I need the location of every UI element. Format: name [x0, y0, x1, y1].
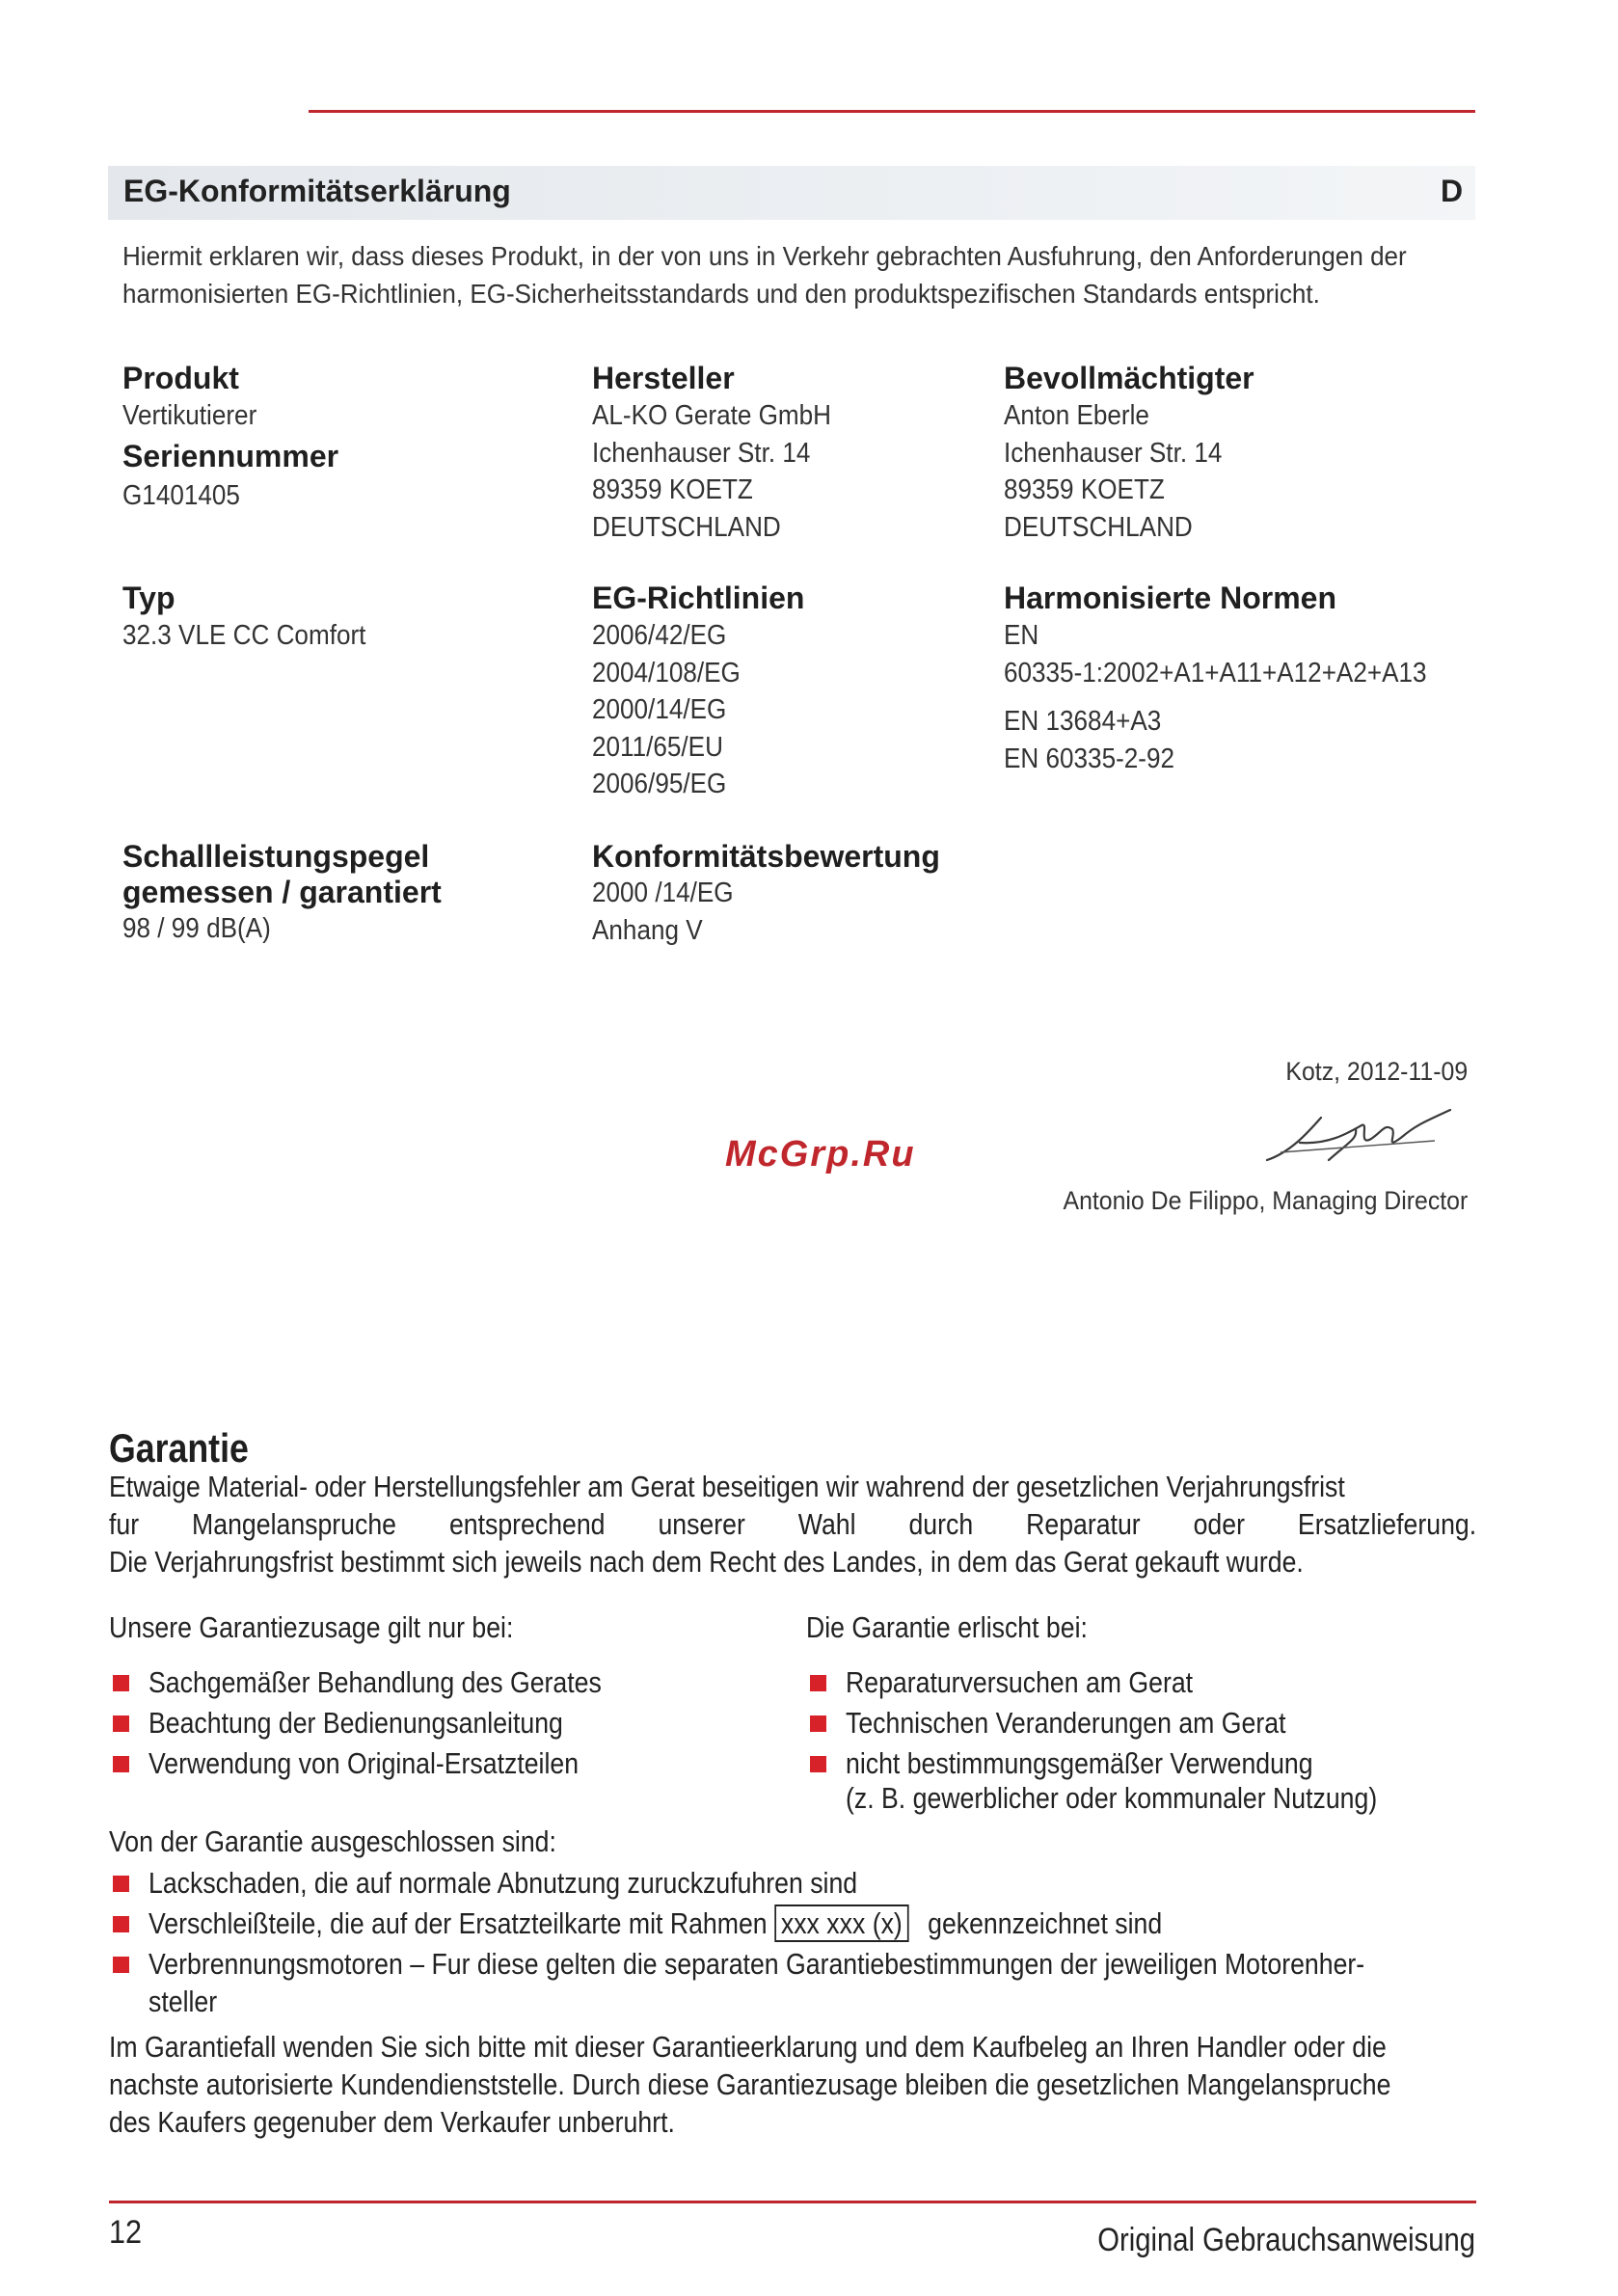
bevoll-line: Anton Eberle	[1004, 400, 1149, 431]
hersteller-line: DEUTSCHLAND	[592, 511, 781, 543]
hersteller-line: Ichenhauser Str. 14	[592, 437, 811, 469]
bevoll-line: 89359 KOETZ	[1004, 474, 1165, 505]
norm-line: EN 13684+A3	[1004, 706, 1162, 737]
void-item: Technischen Veranderungen am Gerat	[846, 1706, 1286, 1740]
footer-rule	[109, 2201, 1476, 2203]
serien-label: Seriennummer	[122, 438, 339, 473]
hersteller-label: Hersteller	[592, 361, 735, 395]
closing-line: Im Garantiefall wenden Sie sich bitte mit dieser Garantieerklarung und dem Kaufbeleg an Ihren Handler oder die	[109, 2030, 1387, 2064]
typ-label: Typ	[122, 581, 175, 615]
normen-block	[1004, 579, 1473, 777]
excluded-item	[148, 1904, 1162, 1942]
richtlinien-label: EG-Richtlinien	[592, 581, 805, 615]
para1-line2: fur Mangelanspruche entsprechend unserer Wahl durch Reparatur oder Ersatzlieferung.	[109, 1507, 1477, 1541]
richtlinie-item: 2006/95/EG	[592, 769, 727, 799]
excluded-item-continuation: steller	[148, 1985, 218, 2018]
bewertung-line: Anhang V	[592, 914, 703, 946]
void-heading: Die Garantie erlischt bei:	[806, 1610, 1088, 1644]
bewertung-line: 2000 /14/EG	[592, 878, 734, 908]
part-frame-box: xxx xxx (x)	[774, 1904, 909, 1942]
hersteller-line: 89359 KOETZ	[592, 474, 753, 505]
para1-line3: Die Verjahrungsfrist bestimmt sich jeweils nach dem Recht des Landes, in dem das Gerat gekauft wurde.	[109, 1545, 1304, 1579]
section-title: EG-Konformitätserklärung	[123, 174, 511, 208]
schall-block	[122, 839, 442, 948]
norm-line: 60335-1:2002+A1+A11+A12+A2+A13	[1004, 657, 1427, 689]
schall-label-1: Schallleistungspegel	[122, 839, 430, 874]
richtlinie-item: 2006/42/EG	[592, 620, 727, 651]
bullet-square	[113, 1675, 129, 1691]
schall-label-2: gemessen / garantiert	[122, 875, 442, 909]
signature-scribble	[1261, 1104, 1464, 1172]
produkt-value: Vertikutierer	[122, 400, 257, 431]
bullet-square	[113, 1916, 129, 1932]
richtlinie-item: 2011/65/EU	[592, 731, 723, 763]
hersteller-line: AL-KO Gerate GmbH	[592, 400, 832, 431]
bullet-square	[810, 1675, 826, 1691]
excluded-item: Verbrennungsmotoren – Fur diese gelten die separaten Garantiebestimmungen der jeweiligen Motorenher-	[148, 1947, 1365, 1981]
richtlinie-item: 2000/14/EG	[592, 694, 727, 725]
excluded-item2-post: gekennzeichnet sind	[928, 1906, 1163, 1940]
top-rule	[309, 110, 1475, 113]
intro-paragraph: Hiermit erklaren wir, dass dieses Produkt, in der von uns in Verkehr gebrachten Ausfuhrung, den Anforderungen der harmonisierten EG-Richtlinien, EG-Sicherheitsstandards und den produktspezifischen Standards entspricht.	[122, 241, 1407, 309]
bevoll-line: DEUTSCHLAND	[1004, 511, 1193, 543]
page-number: 12	[109, 2214, 143, 2251]
bewertung-block	[592, 839, 940, 949]
bullet-square	[113, 1876, 129, 1892]
serien-value: G1401405	[122, 479, 240, 511]
void-item-continuation: (z. B. gewerblicher oder kommunaler Nutzung)	[846, 1781, 1378, 1815]
bevollmaechtigter-block	[1004, 359, 1254, 546]
watermark: McGrp.Ru	[725, 1134, 916, 1175]
closing-paragraph	[109, 2028, 1476, 2141]
bullet-square	[113, 1715, 129, 1732]
hersteller-block	[592, 359, 858, 546]
footer-text: Original Gebrauchsanweisung	[1097, 2222, 1475, 2258]
void-item: Reparaturversuchen am Gerat	[846, 1665, 1194, 1699]
excluded-item: Lackschaden, die auf normale Abnutzung zuruckzufuhren sind	[148, 1866, 858, 1900]
bevoll-line: Ichenhauser Str. 14	[1004, 437, 1223, 469]
garantie-title: Garantie	[109, 1425, 249, 1471]
bullet-square	[810, 1715, 826, 1732]
place-date: Kotz, 2012-11-09	[1285, 1057, 1468, 1086]
norm-line: EN 60335-2-92	[1004, 743, 1175, 774]
excluded-heading: Von der Garantie ausgeschlossen sind:	[109, 1824, 556, 1858]
typ-block	[122, 579, 392, 655]
norm-line: EN	[1004, 620, 1039, 651]
schall-value: 98 / 99 dB(A)	[122, 913, 271, 944]
closing-line: des Kaufers gegenuber dem Verkaufer unberuhrt.	[109, 2105, 675, 2139]
garantie-para1	[109, 1468, 1476, 1580]
excluded-item2-pre: Verschleißteile, die auf der Ersatzteilkarte mit Rahmen	[148, 1906, 768, 1940]
bevoll-label: Bevollmächtigter	[1004, 361, 1254, 395]
valid-item: Sachgemäßer Behandlung des Gerates	[148, 1665, 602, 1699]
product-block	[122, 359, 338, 514]
normen-label: Harmonisierte Normen	[1004, 581, 1336, 615]
richtlinie-item: 2004/108/EG	[592, 657, 741, 689]
void-item: nicht bestimmungsgemäßer Verwendung	[846, 1746, 1313, 1780]
valid-item: Verwendung von Original-Ersatzteilen	[148, 1746, 580, 1780]
typ-value: 32.3 VLE CC Comfort	[122, 620, 366, 651]
bullet-square	[113, 1756, 129, 1772]
signatory-name: Antonio De Filippo, Managing Director	[1063, 1186, 1468, 1215]
bewertung-label: Konformitätsbewertung	[592, 839, 940, 874]
bullet-square	[113, 1957, 129, 1973]
produkt-label: Produkt	[122, 361, 239, 395]
bullet-square	[810, 1756, 826, 1772]
valid-item: Beachtung der Bedienungsanleitung	[148, 1706, 563, 1740]
valid-heading: Unsere Garantiezusage gilt nur bei:	[109, 1610, 514, 1644]
closing-line: nachste autorisierte Kundendienststelle. Durch diese Garantiezusage bleiben die gesetzlichen Mangelanspruche	[109, 2067, 1391, 2101]
richtlinien-block	[592, 579, 804, 803]
language-letter: D	[1441, 174, 1464, 208]
para1-line1: Etwaige Material- oder Herstellungsfehler am Gerat beseitigen wir wahrend der gesetzlichen Verjahrungsfrist	[109, 1470, 1345, 1503]
